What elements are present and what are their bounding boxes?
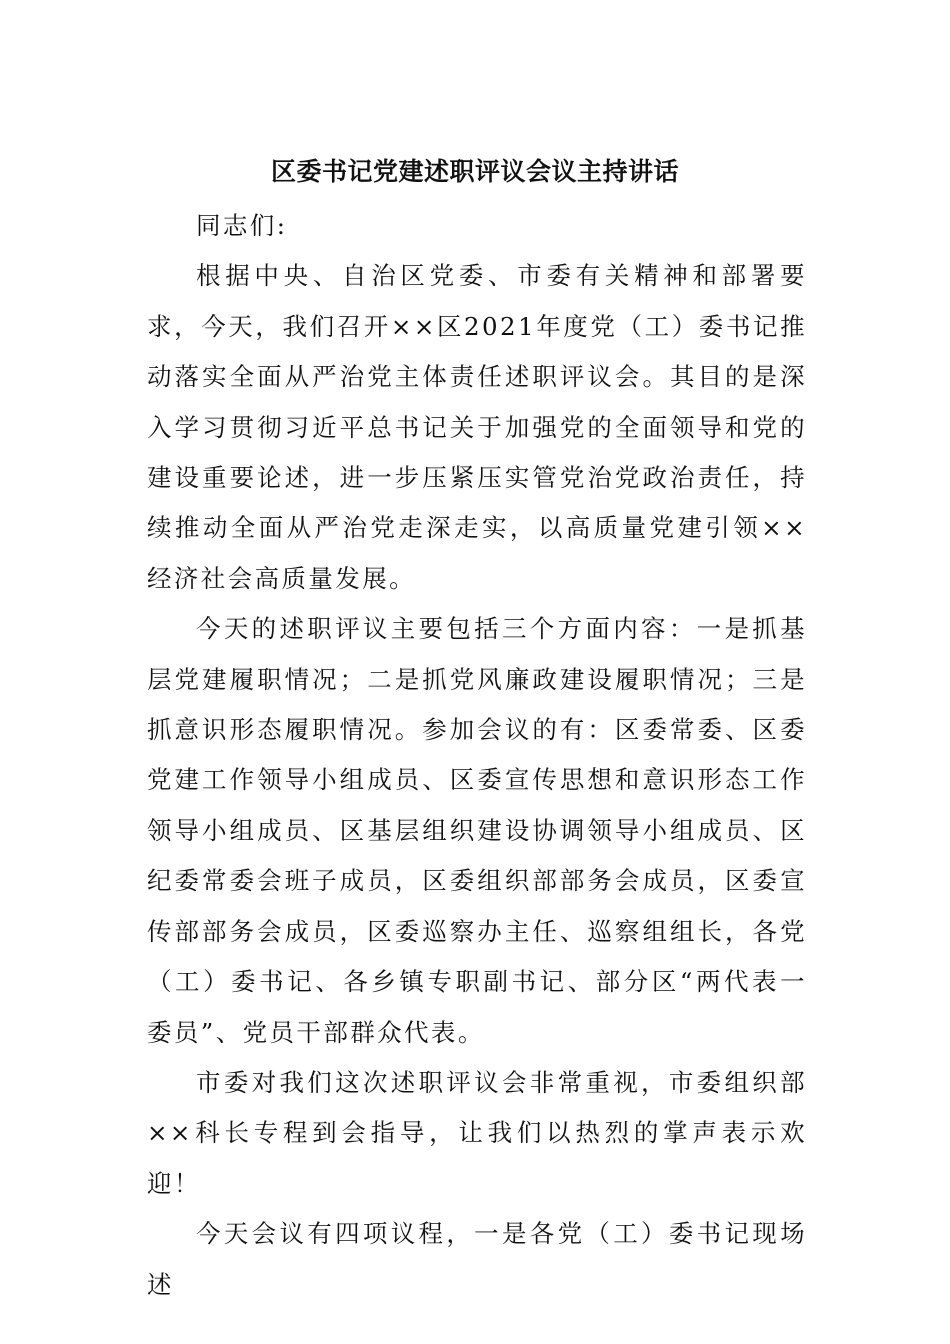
paragraph-agenda: 今天会议有四项议程，一是各党（工）委书记现场述	[147, 1219, 807, 1299]
paragraph-purpose: 根据中央、自治区党委、市委有关精神和部署要求，今天，我们召开××区2021年度党（工）委书记推动落实全面从严治党主体责任述职评议会。其目的是深入学习贯彻习近平总书记关于加强党的全面领导和党的建设重要论述，进一步压紧压实管党治党政治责任，持续推动全面从严治党走深走实，以高质量党建引领××经济社会高质量发展。	[147, 261, 807, 593]
document-body	[147, 201, 807, 1310]
paragraph-welcome: 市委对我们这次述职评议会非常重视，市委组织部××科长专程到会指导，让我们以热烈的掌声表示欢迎！	[147, 1067, 807, 1198]
paragraph-greeting: 同志们:	[196, 211, 288, 240]
document-title: 区委书记党建述职评议会议主持讲话	[270, 157, 679, 186]
paragraph-attendees: 今天的述职评议主要包括三个方面内容：一是抓基层党建履职情况；二是抓党风廉政建设履职情况；三是抓意识形态履职情况。参加会议的有：区委常委、区委党建工作领导小组成员、区委宣传思想和意识形态工作领导小组成员、区基层组织建设协调领导小组成员、区纪委常委会班子成员，区委组织部部务会成员，区委宣传部部务会成员，区委巡察办主任、巡察组组长，各党（工）委书记、各乡镇专职副书记、部分区“两代表一委员”、党员干部群众代表。	[147, 614, 807, 1047]
